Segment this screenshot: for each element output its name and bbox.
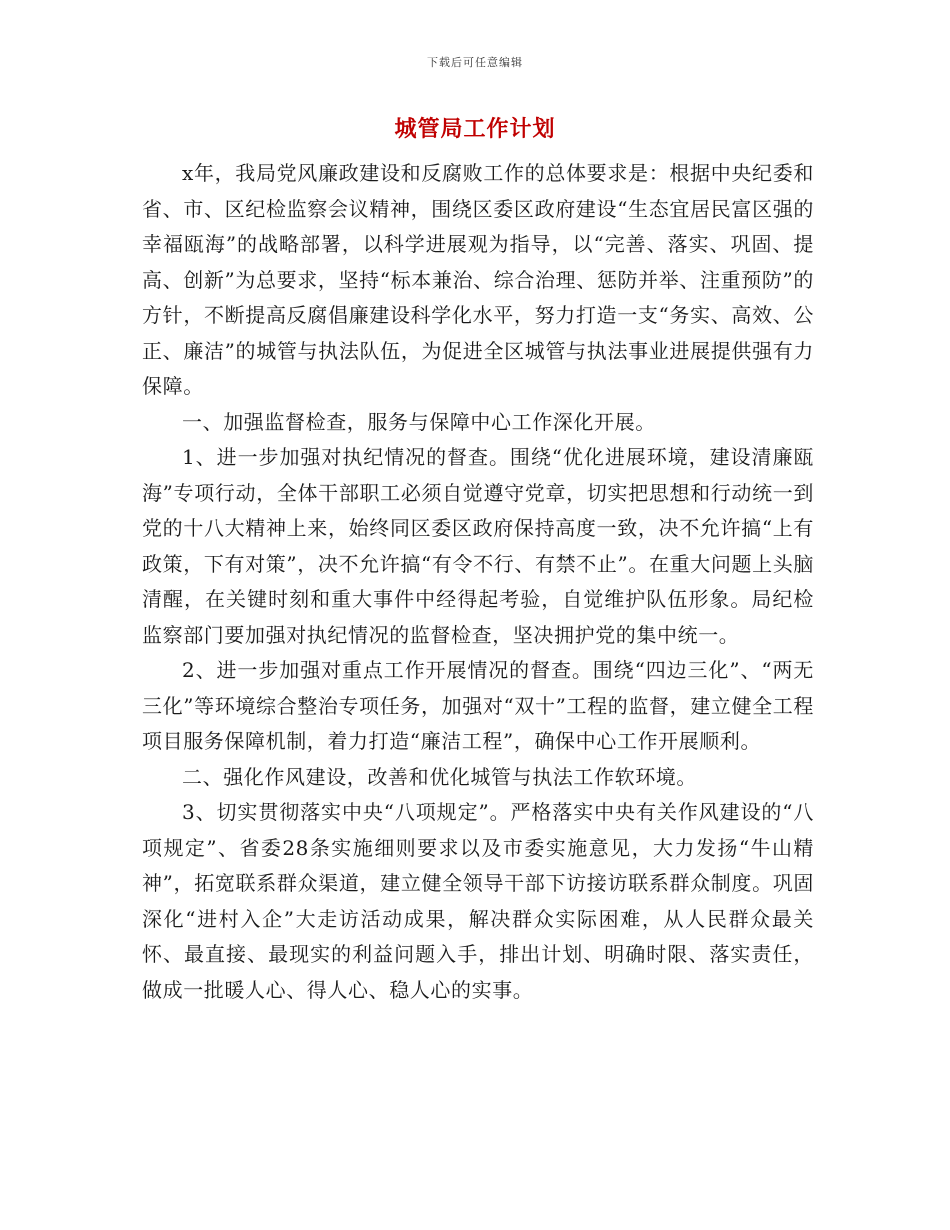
- section-heading-1: 一、加强监督检查，服务与保障中心工作深化开展。: [182, 409, 656, 434]
- header-note: 下载后可任意编辑: [427, 56, 523, 69]
- paragraph-item-3: 3、切实贯彻落实中央“八项规定”。严格落实中央有关作风建设的“八项规定”、省委28条实施细则要求以及市委实施意见，大力发扬“牛山精神”，拓宽联系群众渠道，建立健全领导干部下访接访联系群众制度。巩固深化“进村入企”大走访活动成果，解决群众实际困难，从人民群众最关怀、最直接、最现实的利益问题入手，排出计划、明确时限、落实责任，做成一批暖人心、得人心、稳人心的实事。: [142, 800, 814, 1002]
- document-body: [142, 156, 814, 1008]
- paragraph-intro: x年，我局党风廉政建设和反腐败工作的总体要求是：根据中央纪委和省、市、区纪检监察会议精神，围绕区委区政府建设“生态宜居民富区强的幸福瓯海”的战略部署，以科学进展观为指导，以“完善、落实、巩固、提高、创新”为总要求，坚持“标本兼治、综合治理、惩防并举、注重预防”的方针，不断提高反腐倡廉建设科学化水平，努力打造一支“务实、高效、公正、廉洁”的城管与执法队伍，为促进全区城管与执法事业进展提供强有力保障。: [142, 161, 814, 398]
- section-heading-2: 二、强化作风建设，改善和优化城管与执法工作软环境。: [182, 764, 697, 789]
- paragraph-item-1: 1、进一步加强对执纪情况的督查。围绕“优化进展环境，建设清廉瓯海”专项行动，全体干部职工必须自觉遵守党章，切实把思想和行动统一到党的十八大精神上来，始终同区委区政府保持高度一致，决不允许搞“上有政策，下有对策”，决不允许搞“有令不行、有禁不止”。在重大问题上头脑清醒，在关键时刻和重大事件中经得起考验，自觉维护队伍形象。局纪检监察部门要加强对执纪情况的监督检查，坚决拥护党的集中统一。: [142, 445, 814, 647]
- paragraph-item-2: 2、进一步加强对重点工作开展情况的督查。围绕“四边三化”、“两无三化”等环境综合整治专项任务，加强对“双十”工程的监督，建立健全工程项目服务保障机制，着力打造“廉洁工程”，确保中心工作开展顺利。: [142, 658, 814, 753]
- document-title: 城管局工作计划: [394, 116, 556, 142]
